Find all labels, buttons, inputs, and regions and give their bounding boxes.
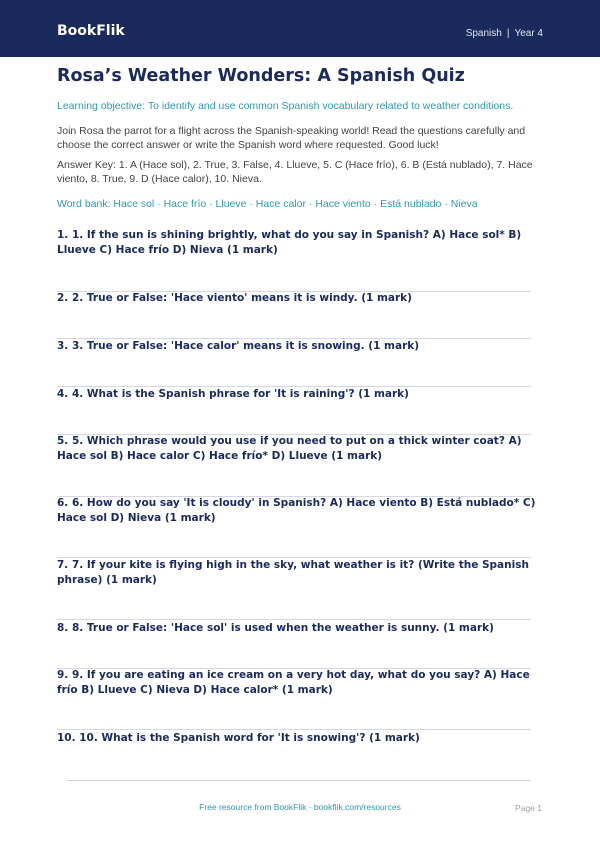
question-3: 3. 3. True or False: 'Hace calor' means it is snowing. (1 mark) <box>57 340 420 352</box>
question-7: 7. 7. If your kite is flying high in the sky, what weather is it? (Write the Spanish phrase) (1 mark) <box>57 559 529 586</box>
brand-logo[interactable]: BookFlik <box>57 23 125 39</box>
year-label: Year 4 <box>514 28 543 39</box>
question-4: 4. 4. What is the Spanish phrase for 'It is raining'? (1 mark) <box>57 388 409 400</box>
header-separator: | <box>506 28 510 39</box>
footer-divider <box>67 780 531 781</box>
question-5: 5. 5. Which phrase would you use if you need to put on a thick winter coat? A) Hace sol B) Hace calor C) Hace frío* D) Llueve (1 mark) <box>57 435 522 462</box>
answer-line-7 <box>57 619 531 620</box>
question-10: 10. 10. What is the Spanish word for 'It is snowing'? (1 mark) <box>57 732 420 744</box>
subject-label: Spanish <box>465 28 502 39</box>
question-1: 1. 1. If the sun is shining brightly, what do you say in Spanish? A) Hace sol* B) Llueve C) Hace frío D) Nieva (1 mark) <box>57 229 522 256</box>
page-number: Page 1 <box>515 803 542 813</box>
page-header <box>0 0 600 57</box>
learning-objective: Learning objective: To identify and use common Spanish vocabulary related to weather conditions. <box>57 100 514 112</box>
answer-line-9 <box>57 729 531 730</box>
question-8: 8. 8. True or False: 'Hace sol' is used when the weather is sunny. (1 mark) <box>57 622 494 634</box>
word-bank: Word bank: Hace sol · Hace frío · Llueve · Hace calor · Hace viento · Está nublado · Nieva <box>57 198 478 210</box>
question-2: 2. 2. True or False: 'Hace viento' means it is windy. (1 mark) <box>57 292 412 304</box>
page-title: Rosa’s Weather Wonders: A Spanish Quiz <box>57 66 465 86</box>
question-9: 9. 9. If you are eating an ice cream on a very hot day, what do you say? A) Hace frío B) Llueve C) Nieva D) Hace calor* (1 mark) <box>57 669 530 696</box>
intro-text: Join Rosa the parrot for a flight across the Spanish-speaking world! Read the questions carefully and choose the correct answer or write the Spanish word where requested. Good luck! <box>57 125 526 151</box>
question-6: 6. 6. How do you say 'It is cloudy' in Spanish? A) Hace viento B) Está nublado* C) Hace sol D) Nieva (1 mark) <box>57 497 536 524</box>
header-meta <box>466 28 543 39</box>
answer-key: Answer Key: 1. A (Hace sol), 2. True, 3. False, 4. Llueve, 5. C (Hace frío), 6. B (Está nublado), 7. Hace viento, 8. True, 9. D (Hace calor), 10. Nieva. <box>57 159 533 185</box>
footer-text[interactable]: Free resource from BookFlik · bookflik.com/resources <box>199 802 401 812</box>
